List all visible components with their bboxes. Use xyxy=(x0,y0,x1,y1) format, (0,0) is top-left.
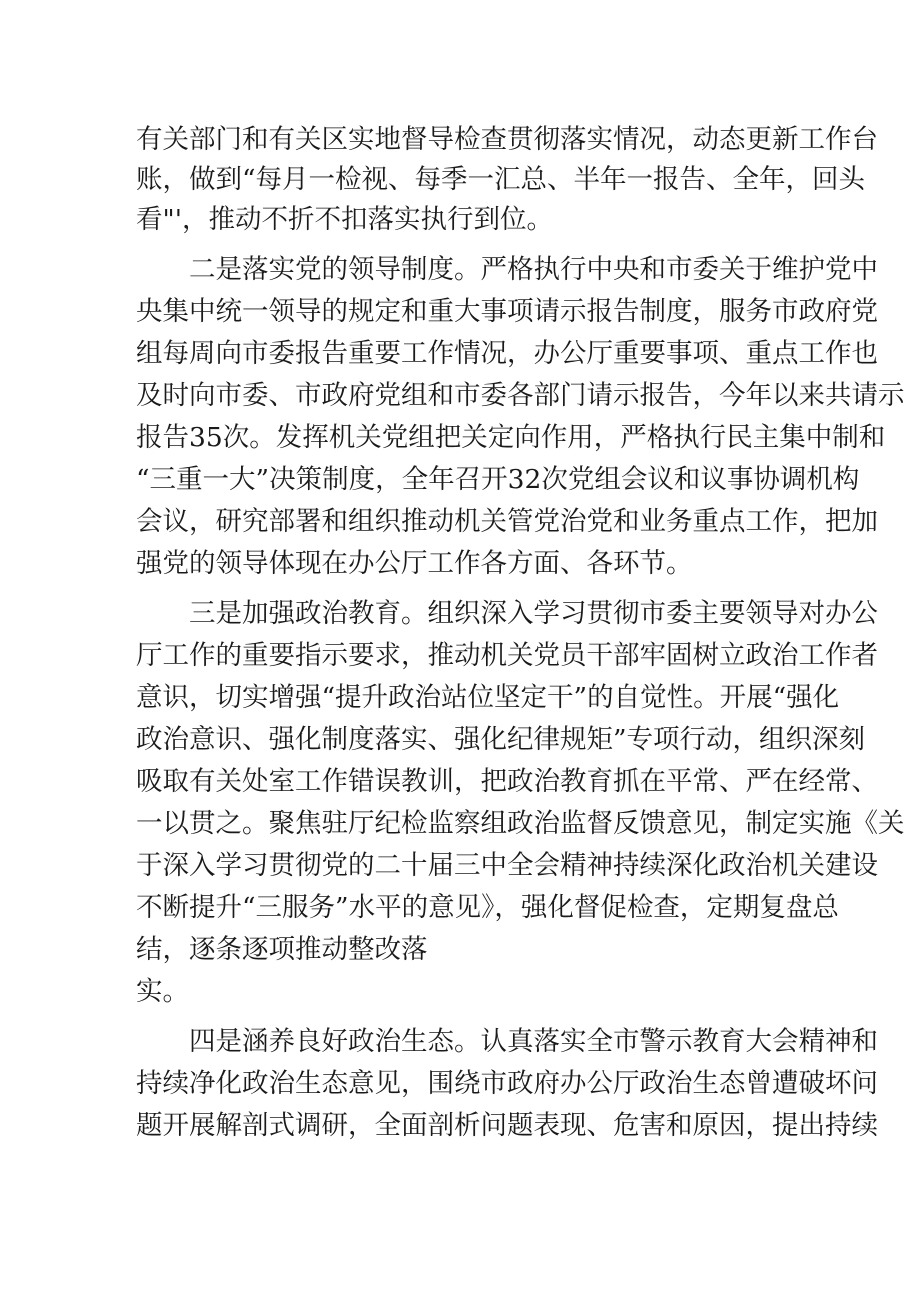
paragraph-line: 于深入学习贯彻党的二十届三中全会精神持续深化政治机关建设 xyxy=(136,850,878,881)
paragraph-line: 央集中统一领导的规定和重大事项请示报告制度，服务市政府党 xyxy=(136,296,878,327)
paragraph-line: 会议，研究部署和组织推动机关管党治党和业务重点工作，把加 xyxy=(136,506,878,537)
paragraph-line: 一以贯之。聚焦驻厅纪检监察组政治监督反馈意见，制定实施《关 xyxy=(136,808,905,839)
paragraph-line: 有关部门和有关区实地督导检查贯彻落实情况，动态更新工作台 xyxy=(136,124,878,155)
paragraph-line: “三重一大”决策制度，全年召开32次党组会议和议事协调机构 xyxy=(136,464,860,495)
paragraph-line: 吸取有关处室工作错误教训，把政治教育抓在平常、严在经常、 xyxy=(136,766,878,797)
paragraph-line: 四是涵养良好政治生态。认真落实全市警示教育大会精神和 xyxy=(189,1026,878,1057)
paragraph-line: 题开展解剖式调研，全面剖析问题表现、危害和原因，提出持续 xyxy=(136,1110,878,1141)
paragraph-line: 实。 xyxy=(136,976,189,1007)
paragraph-line: 不断提升“三服务”水平的意见》，强化督促检查，定期复盘总 xyxy=(136,892,839,923)
paragraph-line: 二是落实党的领导制度。严格执行中央和市委关于维护党中 xyxy=(189,254,878,285)
paragraph-line: 报告35次。发挥机关党组把关定向作用，严格执行民主集中制和 xyxy=(136,422,886,453)
paragraph-line: 意识，切实增强“提升政治站位坚定干”的自觉性。开展“强化 xyxy=(136,682,840,713)
paragraph-line: 账，做到“每月一检视、每季一汇总、半年一报告、全年，回头 xyxy=(136,164,866,195)
paragraph-line: 及时向市委、市政府党组和市委各部门请示报告，今年以来共请示 xyxy=(136,380,905,411)
paragraph-line: 政治意识、强化制度落实、强化纪律规矩”专项行动，组织深刻 xyxy=(136,724,866,755)
paragraph-line: 持续净化政治生态意见，围绕市政府办公厅政治生态曾遭破坏问 xyxy=(136,1068,878,1099)
paragraph-line: 结，逐条逐项推动整改落 xyxy=(136,934,428,965)
paragraph-line: 组每周向市委报告重要工作情况，办公厅重要事项、重点工作也 xyxy=(136,338,878,369)
paragraph-line: 厅工作的重要指示要求，推动机关党员干部牢固树立政治工作者 xyxy=(136,640,878,671)
paragraph-line: 看"'，推动不折不扣落实执行到位。 xyxy=(136,204,553,235)
paragraph-line: 三是加强政治教育。组织深入学习贯彻市委主要领导对办公 xyxy=(189,598,878,629)
paragraph-line: 强党的领导体现在办公厅工作各方面、各环节。 xyxy=(136,548,693,579)
